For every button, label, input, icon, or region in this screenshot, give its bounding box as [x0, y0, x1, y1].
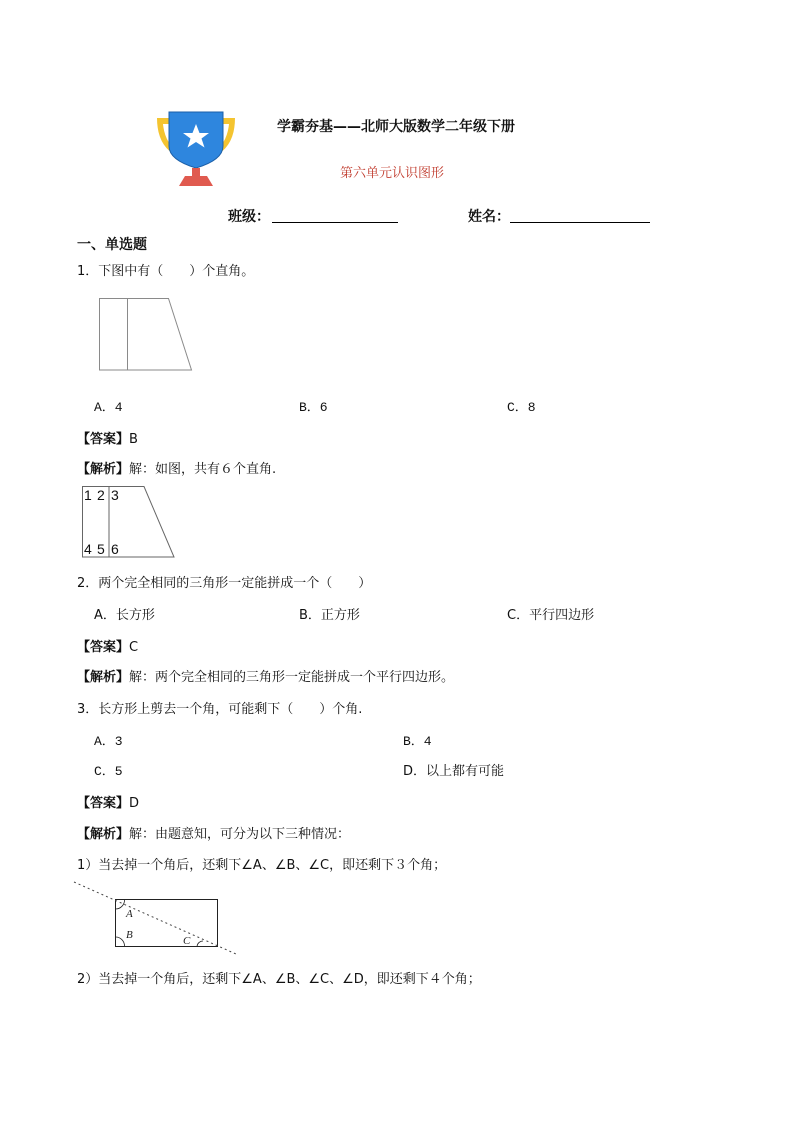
- q2-analysis: [77, 666, 454, 685]
- q2-answer: [77, 636, 138, 655]
- analysis-text: 解：两个完全相同的三角形一定能拼成一个平行四边形。: [129, 670, 455, 685]
- q3-analysis: [77, 823, 350, 842]
- analysis-tag: 【解析】: [77, 827, 130, 842]
- analysis-text: 解：由题意知，可分为以下三种情况：: [129, 827, 351, 842]
- answer-value: B: [129, 432, 138, 447]
- name-label: 姓名：: [468, 209, 510, 225]
- class-blank: [272, 222, 398, 223]
- angle-label-c: C: [183, 935, 191, 947]
- q1-analysis-figure: [82, 486, 178, 558]
- q2-option-b: B．正方形: [299, 608, 360, 623]
- q2-option-c: C．平行四边形: [507, 608, 595, 623]
- analysis-tag: 【解析】: [77, 670, 130, 685]
- q3-case-1: 1）当去掉一个角后，还剩下∠A、∠B、∠C，即还剩下３个角；: [77, 858, 447, 873]
- analysis-tag: 【解析】: [77, 462, 130, 477]
- answer-value: D: [129, 796, 140, 811]
- document-subtitle: 第六单元认识图形: [340, 166, 445, 181]
- q1-option-b: B．6: [299, 400, 328, 415]
- q2-stem: 2．两个完全相同的三角形一定能拼成一个（ ）: [77, 576, 372, 591]
- answer-tag: 【答案】: [77, 796, 130, 811]
- angle-label-4: 4: [84, 541, 92, 557]
- q3-option-a: A．3: [94, 734, 123, 749]
- q2-option-a: A．长方形: [94, 608, 155, 623]
- q1-figure: [99, 298, 193, 371]
- class-label: 班级：: [228, 209, 270, 225]
- angle-label-b: B: [126, 929, 133, 941]
- section-heading: 一、单选题: [77, 237, 147, 253]
- answer-tag: 【答案】: [77, 640, 130, 655]
- q3-stem: 3．长方形上剪去一个角，可能剩下（ ）个角.: [77, 702, 363, 717]
- answer-tag: 【答案】: [77, 432, 130, 447]
- angle-label-3: 3: [111, 487, 119, 503]
- q3-answer: [77, 792, 139, 811]
- angle-label-6: 6: [111, 541, 119, 557]
- q1-option-c: C．8: [507, 400, 536, 415]
- trophy-logo: [155, 110, 237, 190]
- angle-label-5: 5: [97, 541, 105, 557]
- q3-case1-figure: [74, 882, 240, 956]
- q1-answer: [77, 428, 138, 447]
- q3-option-b: B．4: [403, 734, 432, 749]
- angle-label-2: 2: [97, 487, 105, 503]
- angle-label-1: 1: [84, 487, 92, 503]
- document-title: 学霸夯基——北师大版数学二年级下册: [277, 119, 515, 135]
- q3-option-c: C．5: [94, 764, 123, 779]
- name-blank: [510, 222, 650, 223]
- q1-analysis: [77, 458, 276, 477]
- q3-option-d: D．以上都有可能: [403, 764, 505, 779]
- answer-value: C: [129, 640, 139, 655]
- angle-label-a: A: [126, 908, 133, 920]
- analysis-text: 解：如图，共有６个直角.: [129, 462, 277, 477]
- q3-case-2: 2）当去掉一个角后，还剩下∠A、∠B、∠C、∠D，即还剩下４个角；: [77, 972, 481, 987]
- q1-stem: 1．下图中有（ ）个直角。: [77, 264, 255, 279]
- q1-option-a: A．4: [94, 400, 123, 415]
